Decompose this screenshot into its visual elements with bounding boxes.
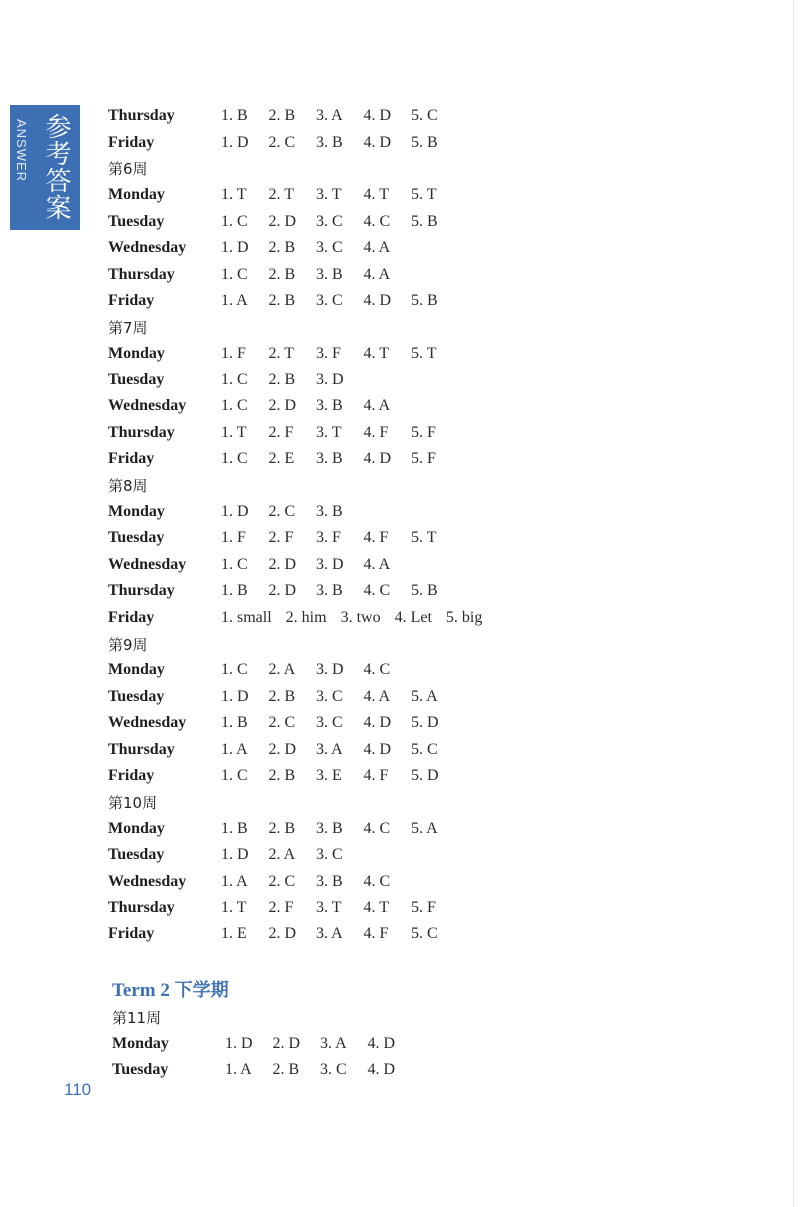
day-label: Monday bbox=[108, 503, 165, 521]
answer-item: 4. F bbox=[363, 423, 389, 441]
answer-item: 4. F bbox=[363, 925, 389, 943]
answer-item: 2. C bbox=[268, 503, 296, 521]
answer-row bbox=[108, 842, 668, 868]
answer-item: 2. D bbox=[268, 582, 297, 600]
answer-item: 5. B bbox=[411, 582, 438, 600]
term-subtitle: 下学期 bbox=[174, 980, 229, 1001]
day-label: Monday bbox=[108, 344, 165, 362]
day-label: Tuesday bbox=[108, 371, 165, 389]
answer-item: 3. B bbox=[316, 582, 343, 600]
answer-item: 3. C bbox=[316, 239, 343, 257]
answer-group bbox=[221, 582, 459, 600]
answer-group bbox=[221, 371, 364, 389]
answer-item: 2. B bbox=[268, 107, 296, 125]
answer-row bbox=[108, 710, 668, 736]
day-label: Wednesday bbox=[108, 872, 187, 890]
answer-item: 3. F bbox=[316, 529, 341, 547]
answer-item: 1. B bbox=[221, 582, 248, 600]
answer-item: 3. C bbox=[316, 846, 343, 864]
answer-row bbox=[108, 604, 668, 630]
answer-item: 1. A bbox=[221, 291, 248, 309]
answer-item: 4. A bbox=[363, 265, 391, 283]
answer-list-term1 bbox=[108, 103, 668, 948]
answer-item: 4. T bbox=[363, 186, 389, 204]
answer-item: 4. F bbox=[363, 766, 389, 784]
answer-group bbox=[221, 529, 459, 547]
answer-item: 4. D bbox=[363, 133, 392, 151]
answer-item: 4. D bbox=[367, 1060, 396, 1078]
answer-row bbox=[108, 235, 668, 261]
term-title: Term 2 bbox=[112, 980, 170, 1001]
answer-item: 1. D bbox=[221, 239, 249, 257]
answer-item: 5. B bbox=[411, 212, 438, 230]
day-label: Tuesday bbox=[108, 529, 165, 547]
answer-group bbox=[225, 1061, 415, 1079]
answer-item: 4. C bbox=[363, 872, 391, 890]
day-label: Thursday bbox=[108, 265, 175, 283]
answer-item: 1. C bbox=[221, 450, 248, 468]
answer-item: 2. C bbox=[268, 714, 296, 732]
answer-item: 2. D bbox=[268, 397, 297, 415]
day-label: Tuesday bbox=[108, 846, 165, 864]
answer-group bbox=[221, 424, 459, 442]
answer-group bbox=[221, 213, 459, 231]
side-tab-subtitle: ANSWER bbox=[14, 119, 29, 183]
answer-item: 3. B bbox=[316, 450, 343, 468]
answer-item: 1. F bbox=[221, 529, 246, 547]
answer-item: 1. A bbox=[221, 872, 248, 890]
answer-row bbox=[108, 578, 668, 604]
answer-row bbox=[108, 525, 668, 551]
day-label: Friday bbox=[108, 925, 155, 943]
week-heading: 第11周 bbox=[112, 1008, 162, 1027]
answer-group bbox=[221, 661, 411, 679]
day-label: Monday bbox=[108, 661, 165, 679]
answer-group bbox=[221, 345, 459, 363]
answer-item: 1. C bbox=[221, 265, 248, 283]
answer-item: 3. T bbox=[316, 186, 342, 204]
day-label: Monday bbox=[108, 819, 165, 837]
answer-group bbox=[221, 503, 364, 521]
answer-item: 2. B bbox=[268, 766, 296, 784]
answer-item: 2. E bbox=[268, 450, 295, 468]
answer-item: 4. C bbox=[363, 661, 391, 679]
week-heading: 第9周 bbox=[108, 635, 148, 654]
answer-item: 3. F bbox=[316, 344, 341, 362]
answer-row bbox=[108, 209, 668, 235]
answer-row bbox=[108, 921, 668, 947]
answer-row bbox=[108, 103, 668, 129]
answer-group bbox=[221, 767, 459, 785]
week-heading: 第6周 bbox=[108, 160, 148, 179]
answer-group bbox=[221, 556, 411, 574]
answer-group bbox=[221, 609, 496, 627]
answer-item: 1. B bbox=[221, 819, 248, 837]
answer-item: 3. B bbox=[316, 397, 343, 415]
answer-group bbox=[221, 266, 411, 284]
answer-item: 2. C bbox=[268, 133, 296, 151]
answer-group bbox=[221, 107, 459, 125]
answer-item: 3. D bbox=[316, 371, 344, 389]
answer-row bbox=[112, 1030, 672, 1056]
answer-item: 2. B bbox=[272, 1060, 300, 1078]
answer-item: 3. A bbox=[316, 925, 343, 943]
answer-item: 4. C bbox=[363, 819, 391, 837]
answer-item: 3. B bbox=[316, 265, 343, 283]
answer-item: 2. A bbox=[268, 661, 296, 679]
answer-item: 4. T bbox=[363, 344, 389, 362]
answer-group bbox=[221, 873, 411, 891]
answer-row bbox=[108, 182, 668, 208]
day-label: Friday bbox=[108, 291, 155, 309]
side-tab-title: 参考答案 bbox=[41, 113, 71, 221]
day-label: Wednesday bbox=[108, 397, 187, 415]
day-label: Wednesday bbox=[108, 555, 187, 573]
week-heading: 第10周 bbox=[108, 793, 158, 812]
answer-item: 1. D bbox=[221, 687, 249, 705]
answer-item: 3. B bbox=[316, 819, 343, 837]
answer-item: 1. C bbox=[221, 397, 248, 415]
answer-item: 4. D bbox=[363, 107, 392, 125]
answer-group bbox=[221, 397, 411, 415]
answer-item: 2. D bbox=[268, 740, 297, 758]
answer-item: 5. big bbox=[445, 608, 483, 626]
answer-row bbox=[108, 367, 668, 393]
answer-item: 2. B bbox=[268, 239, 296, 257]
day-label: Thursday bbox=[108, 107, 175, 125]
answer-item: 5. C bbox=[411, 925, 438, 943]
answer-item: 1. B bbox=[221, 107, 248, 125]
answer-row bbox=[112, 1057, 672, 1083]
answer-item: 3. C bbox=[316, 687, 343, 705]
answer-item: 1. C bbox=[221, 766, 248, 784]
answer-item: 1. B bbox=[221, 714, 248, 732]
answer-group bbox=[221, 186, 459, 204]
answer-item: 5. F bbox=[411, 423, 436, 441]
day-label: Thursday bbox=[108, 898, 175, 916]
answer-item: 2. D bbox=[268, 212, 297, 230]
answer-item: 5. T bbox=[411, 186, 437, 204]
day-label: Friday bbox=[108, 133, 155, 151]
answer-item: 3. A bbox=[320, 1034, 347, 1052]
answer-item: 1. T bbox=[221, 423, 247, 441]
answer-item: 1. A bbox=[221, 740, 248, 758]
answer-group bbox=[221, 450, 459, 468]
answer-row bbox=[108, 763, 668, 789]
answer-group bbox=[221, 134, 459, 152]
answer-item: 4. A bbox=[363, 397, 391, 415]
day-label: Friday bbox=[108, 450, 155, 468]
answer-item: 5. C bbox=[411, 107, 438, 125]
day-label: Thursday bbox=[108, 740, 175, 758]
answer-item: 2. him bbox=[285, 608, 327, 626]
answer-row bbox=[108, 341, 668, 367]
answer-item: 3. A bbox=[316, 107, 343, 125]
answer-item: 1. D bbox=[221, 503, 249, 521]
day-label: Thursday bbox=[108, 423, 175, 441]
answer-item: 1. D bbox=[221, 846, 249, 864]
answer-item: 3. B bbox=[316, 503, 343, 521]
answer-item: 2. F bbox=[268, 898, 294, 916]
answer-item: 1. D bbox=[225, 1034, 253, 1052]
answer-item: 2. B bbox=[268, 291, 296, 309]
answer-group bbox=[221, 741, 459, 759]
answer-item: 2. B bbox=[268, 371, 296, 389]
answer-item: 3. D bbox=[316, 555, 344, 573]
answer-item: 2. D bbox=[268, 925, 297, 943]
answer-item: 3. C bbox=[316, 212, 343, 230]
answer-item: 4. D bbox=[363, 714, 392, 732]
answer-item: 1. F bbox=[221, 344, 246, 362]
day-label: Tuesday bbox=[108, 687, 165, 705]
answer-item: 1. E bbox=[221, 925, 247, 943]
answer-item: 4. F bbox=[363, 529, 389, 547]
answer-item: 1. T bbox=[221, 186, 247, 204]
day-label: Friday bbox=[108, 766, 155, 784]
day-label: Tuesday bbox=[112, 1060, 169, 1078]
answer-row bbox=[108, 816, 668, 842]
answer-row bbox=[108, 261, 668, 287]
answer-item: 1. T bbox=[221, 898, 247, 916]
answer-item: 3. two bbox=[340, 608, 381, 626]
answer-item: 5. B bbox=[411, 133, 438, 151]
answer-item: 3. T bbox=[316, 423, 342, 441]
answer-item: 1. A bbox=[225, 1060, 252, 1078]
answer-row bbox=[108, 288, 668, 314]
answer-group bbox=[221, 899, 459, 917]
answer-item: 3. C bbox=[316, 714, 343, 732]
answer-item: 5. A bbox=[411, 819, 438, 837]
answer-item: 5. F bbox=[411, 898, 436, 916]
answer-item: 5. D bbox=[411, 766, 439, 784]
answer-row bbox=[108, 393, 668, 419]
answer-item: 4. C bbox=[363, 582, 391, 600]
answer-item: 5. B bbox=[411, 291, 438, 309]
answer-item: 3. D bbox=[316, 661, 344, 679]
answer-item: 3. E bbox=[316, 766, 342, 784]
answer-row bbox=[108, 736, 668, 762]
answer-item: 4. Let bbox=[394, 608, 432, 626]
answer-row bbox=[108, 895, 668, 921]
answer-group bbox=[221, 714, 459, 732]
answer-item: 4. D bbox=[363, 450, 392, 468]
answer-item: 1. C bbox=[221, 212, 248, 230]
answer-item: 3. C bbox=[320, 1060, 347, 1078]
day-label: Friday bbox=[108, 608, 155, 626]
answer-group bbox=[221, 239, 411, 257]
answer-list-term2 bbox=[112, 1004, 672, 1083]
answer-item: 3. T bbox=[316, 898, 342, 916]
answer-row bbox=[108, 657, 668, 683]
answer-item: 1. C bbox=[221, 555, 248, 573]
day-label: Monday bbox=[112, 1034, 169, 1052]
answer-item: 1. small bbox=[221, 608, 272, 626]
answer-item: 2. A bbox=[268, 846, 296, 864]
answer-item: 5. T bbox=[411, 529, 437, 547]
answer-group bbox=[221, 925, 459, 943]
answer-item: 2. C bbox=[268, 872, 296, 890]
page-edge-line bbox=[793, 0, 794, 1207]
answer-item: 4. C bbox=[363, 212, 391, 230]
answer-item: 2. D bbox=[268, 555, 297, 573]
answer-group bbox=[221, 820, 459, 838]
answer-row bbox=[108, 499, 668, 525]
week-heading: 第7周 bbox=[108, 318, 148, 337]
answer-row bbox=[108, 446, 668, 472]
day-label: Tuesday bbox=[108, 212, 165, 230]
answer-item: 1. C bbox=[221, 371, 248, 389]
answer-item: 2. F bbox=[268, 423, 294, 441]
answer-row bbox=[108, 684, 668, 710]
answer-item: 4. A bbox=[363, 239, 391, 257]
answer-row bbox=[108, 420, 668, 446]
answer-item: 3. B bbox=[316, 872, 343, 890]
term-heading bbox=[112, 976, 229, 1002]
answer-item: 2. B bbox=[268, 687, 296, 705]
answer-group bbox=[225, 1035, 415, 1053]
answer-item: 2. B bbox=[268, 265, 296, 283]
answer-group bbox=[221, 292, 459, 310]
answer-side-tab bbox=[10, 105, 80, 230]
answer-item: 4. D bbox=[363, 740, 392, 758]
answer-item: 5. C bbox=[411, 740, 438, 758]
answer-item: 4. D bbox=[363, 291, 392, 309]
answer-item: 2. T bbox=[268, 344, 294, 362]
answer-group bbox=[221, 846, 364, 864]
answer-item: 2. B bbox=[268, 819, 296, 837]
answer-item: 1. D bbox=[221, 133, 249, 151]
day-label: Wednesday bbox=[108, 239, 187, 257]
answer-item: 5. D bbox=[411, 714, 439, 732]
answer-item: 3. A bbox=[316, 740, 343, 758]
answer-item: 3. B bbox=[316, 133, 343, 151]
answer-item: 2. T bbox=[268, 186, 294, 204]
answer-item: 5. A bbox=[411, 687, 438, 705]
answer-item: 4. D bbox=[367, 1034, 396, 1052]
answer-item: 2. D bbox=[272, 1034, 301, 1052]
answer-item: 5. T bbox=[411, 344, 437, 362]
answer-item: 4. A bbox=[363, 687, 391, 705]
day-label: Thursday bbox=[108, 582, 175, 600]
answer-group bbox=[221, 688, 459, 706]
answer-row bbox=[108, 868, 668, 894]
answer-item: 5. F bbox=[411, 450, 436, 468]
page-number: 110 bbox=[64, 1080, 92, 1099]
week-heading: 第8周 bbox=[108, 477, 148, 496]
answer-item: 2. F bbox=[268, 529, 294, 547]
answer-row bbox=[108, 552, 668, 578]
answer-item: 4. T bbox=[363, 898, 389, 916]
day-label: Monday bbox=[108, 186, 165, 204]
answer-item: 4. A bbox=[363, 555, 391, 573]
answer-row bbox=[108, 129, 668, 155]
answer-item: 3. C bbox=[316, 291, 343, 309]
answer-item: 1. C bbox=[221, 661, 248, 679]
day-label: Wednesday bbox=[108, 714, 187, 732]
